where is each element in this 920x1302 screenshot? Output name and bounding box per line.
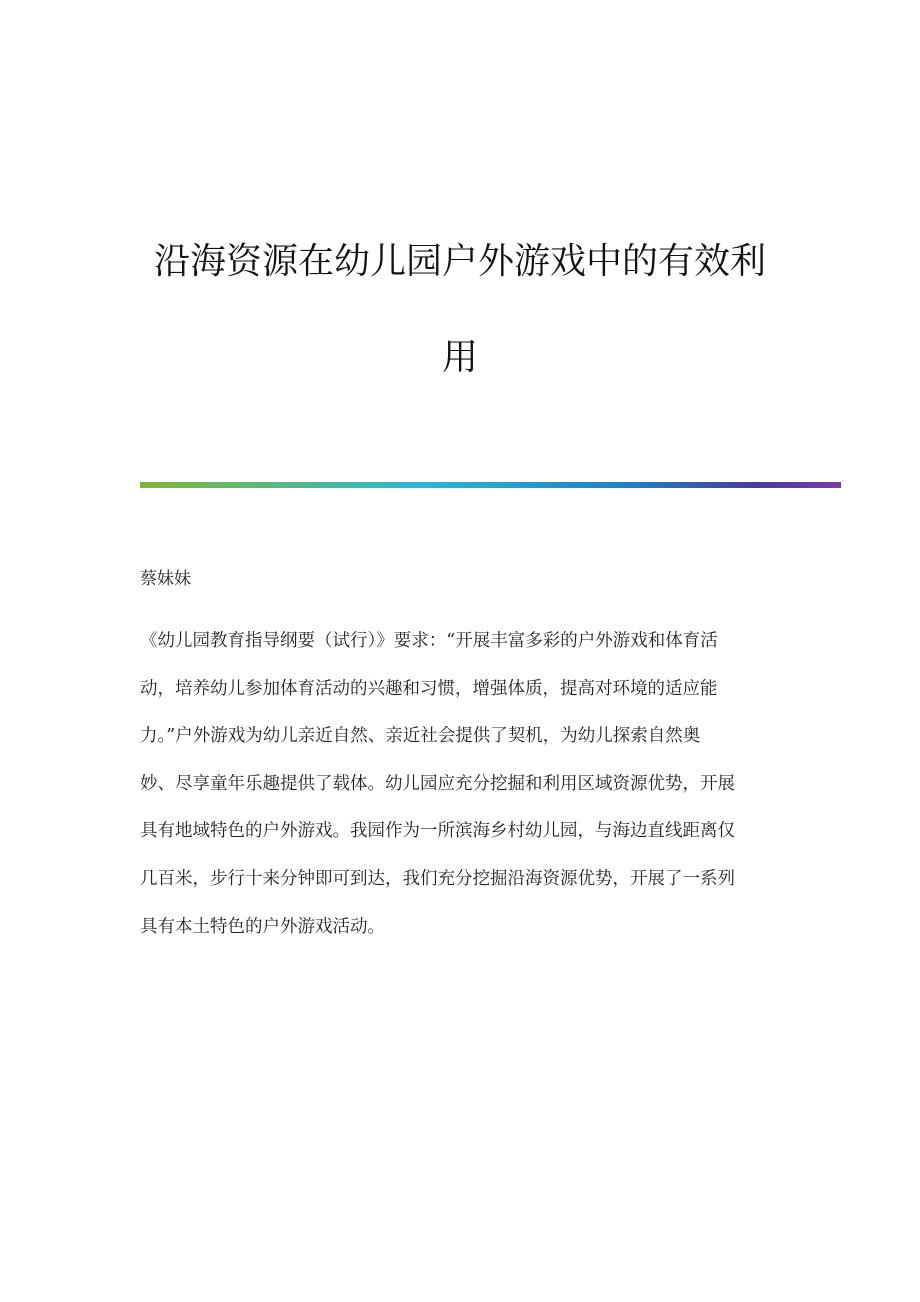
paragraph-line-6: 几百米，步行十来分钟即可到达，我们充分挖掘沿海资源优势，开展了一系列 xyxy=(140,868,735,889)
title-line-2: 用 xyxy=(441,337,478,378)
gradient-divider xyxy=(140,482,841,488)
document-title xyxy=(140,214,780,406)
paragraph-line-7: 具有本土特色的户外游戏活动。 xyxy=(140,916,385,937)
paragraph-line-2: 动，培养幼儿参加体育活动的兴趣和习惯，增强体质，提高对环境的适应能 xyxy=(140,678,718,699)
paragraph-line-1: 《幼儿园教育指导纲要（试行）》要求：“开展丰富多彩的户外游戏和体育活 xyxy=(140,631,718,651)
paragraph-line-4: 妙、尽享童年乐趣提供了载体。幼儿园应充分挖掘和利用区域资源优势，开展 xyxy=(140,773,735,794)
title-line-1: 沿海资源在幼儿园户外游戏中的有效利 xyxy=(153,241,766,282)
paragraph-line-3: 力。”户外游戏为幼儿亲近自然、亲近社会提供了契机，为幼儿探索自然奥 xyxy=(140,726,701,747)
body-paragraph xyxy=(140,618,776,951)
paragraph-line-5: 具有地域特色的户外游戏。我园作为一所滨海乡村幼儿园，与海边直线距离仅 xyxy=(140,821,735,842)
author-name: 蔡妹妹 xyxy=(140,569,191,589)
